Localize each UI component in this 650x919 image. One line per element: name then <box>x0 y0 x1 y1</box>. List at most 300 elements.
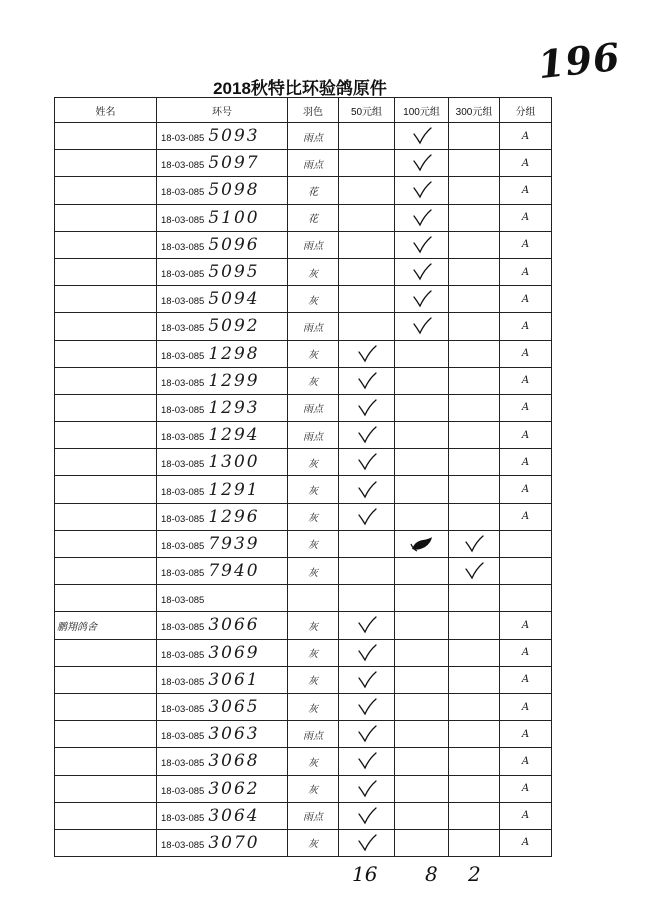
group-300-cell <box>449 503 500 530</box>
division-cell: A <box>500 258 552 285</box>
group-50-cell <box>339 775 395 802</box>
header-division: 分组 <box>500 98 552 123</box>
group-100-cell <box>395 394 449 421</box>
table-row <box>55 313 552 340</box>
feather-color: 灰 <box>288 639 339 666</box>
feather-color: 雨点 <box>288 123 339 150</box>
ring-number <box>157 666 288 693</box>
group-300-cell <box>449 231 500 258</box>
ring-number <box>157 150 288 177</box>
division-cell: A <box>500 612 552 639</box>
division-cell: A <box>500 476 552 503</box>
group-300-cell <box>449 204 500 231</box>
ring-prefix: 18-03-085 <box>161 704 205 716</box>
feather-color: 雨点 <box>288 231 339 258</box>
ring-prefix: 18-03-085 <box>161 459 205 471</box>
division-cell: A <box>500 231 552 258</box>
group-300-cell <box>449 150 500 177</box>
owner-name <box>55 639 157 666</box>
group-300-cell <box>449 340 500 367</box>
ring-number <box>157 449 288 476</box>
group-50-cell <box>339 476 395 503</box>
group-300-cell <box>449 666 500 693</box>
table-row <box>55 449 552 476</box>
group-300-cell <box>449 476 500 503</box>
feather-color: 灰 <box>288 286 339 313</box>
group-50-cell <box>339 177 395 204</box>
feather-color: 雨点 <box>288 422 339 449</box>
ring-suffix: 1299 <box>208 370 260 391</box>
group-300-cell <box>449 612 500 639</box>
owner-name <box>55 258 157 285</box>
check-mark-icon <box>356 425 378 445</box>
table-row <box>55 721 552 748</box>
division-cell <box>500 530 552 557</box>
ring-suffix: 5097 <box>208 153 260 174</box>
group-300-cell <box>449 802 500 829</box>
group-300-cell <box>449 721 500 748</box>
group-300-cell <box>449 177 500 204</box>
owner-name <box>55 150 157 177</box>
feather-color: 雨点 <box>288 802 339 829</box>
division-cell: A <box>500 286 552 313</box>
group-100-cell <box>395 721 449 748</box>
check-mark-icon <box>356 371 378 391</box>
group-100-cell <box>395 802 449 829</box>
check-mark-icon <box>463 534 485 554</box>
page-title: 2018秋特比环验鸽原件 <box>213 79 387 98</box>
ring-number <box>157 367 288 394</box>
feather-color: 灰 <box>288 530 339 557</box>
group-100-cell <box>395 530 449 557</box>
division-cell: A <box>500 639 552 666</box>
table-row <box>55 775 552 802</box>
ring-prefix: 18-03-085 <box>161 241 205 253</box>
table-row <box>55 693 552 720</box>
group-100-cell <box>395 503 449 530</box>
ring-suffix: 5093 <box>208 126 260 147</box>
ring-suffix: 5096 <box>208 234 260 255</box>
owner-name <box>55 476 157 503</box>
division-cell: A <box>500 748 552 775</box>
group-100-cell <box>395 585 449 612</box>
ring-suffix: 3068 <box>208 751 260 772</box>
ring-prefix: 18-03-085 <box>161 377 205 389</box>
feather-color: 雨点 <box>288 313 339 340</box>
ring-number <box>157 802 288 829</box>
table-row <box>55 394 552 421</box>
group-50-cell <box>339 721 395 748</box>
ring-number <box>157 721 288 748</box>
check-mark-icon <box>411 262 433 282</box>
group-300-cell <box>449 422 500 449</box>
table-row <box>55 340 552 367</box>
page-number: 196 <box>535 33 623 88</box>
ring-suffix: 5092 <box>208 316 260 337</box>
check-mark-icon <box>356 806 378 826</box>
ring-prefix: 18-03-085 <box>161 595 205 607</box>
ring-suffix: 1298 <box>208 343 260 364</box>
group-100-cell <box>395 123 449 150</box>
ring-number <box>157 422 288 449</box>
ring-prefix: 18-03-085 <box>161 350 205 362</box>
group-50-cell <box>339 422 395 449</box>
ring-number <box>157 123 288 150</box>
group-100-cell <box>395 204 449 231</box>
ring-prefix: 18-03-085 <box>161 187 205 199</box>
total-group-50: 16 <box>352 862 378 886</box>
table-row <box>55 558 552 585</box>
group-100-cell <box>395 313 449 340</box>
table-row <box>55 204 552 231</box>
owner-name <box>55 286 157 313</box>
group-100-cell <box>395 340 449 367</box>
check-mark-icon <box>411 208 433 228</box>
table-row <box>55 748 552 775</box>
group-100-cell <box>395 558 449 585</box>
owner-name <box>55 666 157 693</box>
owner-name <box>55 177 157 204</box>
group-300-cell <box>449 367 500 394</box>
check-mark-icon <box>356 480 378 500</box>
ring-prefix: 18-03-085 <box>161 622 205 634</box>
feather-color: 灰 <box>288 558 339 585</box>
check-mark-icon <box>411 316 433 336</box>
table-row <box>55 503 552 530</box>
feather-color: 灰 <box>288 748 339 775</box>
ring-suffix: 3065 <box>208 697 260 718</box>
ring-suffix: 3063 <box>208 724 260 745</box>
group-50-cell <box>339 258 395 285</box>
table-row <box>55 530 552 557</box>
check-mark-icon <box>356 615 378 635</box>
ring-prefix: 18-03-085 <box>161 214 205 226</box>
owner-name <box>55 449 157 476</box>
group-50-cell <box>339 449 395 476</box>
feather-color: 花 <box>288 204 339 231</box>
group-300-cell <box>449 829 500 856</box>
ring-suffix: 3069 <box>208 642 260 663</box>
ring-number <box>157 394 288 421</box>
table-row <box>55 258 552 285</box>
group-300-cell <box>449 530 500 557</box>
ring-prefix: 18-03-085 <box>161 785 205 797</box>
group-100-cell <box>395 286 449 313</box>
division-cell <box>500 558 552 585</box>
owner-name <box>55 721 157 748</box>
group-50-cell <box>339 231 395 258</box>
division-cell: A <box>500 829 552 856</box>
ring-number <box>157 693 288 720</box>
group-50-cell <box>339 558 395 585</box>
group-50-cell <box>339 530 395 557</box>
feather-color: 雨点 <box>288 394 339 421</box>
group-50-cell <box>339 394 395 421</box>
division-cell: A <box>500 775 552 802</box>
group-50-cell <box>339 123 395 150</box>
group-100-cell <box>395 666 449 693</box>
owner-name <box>55 503 157 530</box>
division-cell: A <box>500 721 552 748</box>
group-50-cell <box>339 286 395 313</box>
ring-suffix: 5098 <box>208 180 260 201</box>
table-row <box>55 802 552 829</box>
ring-suffix: 5094 <box>208 289 260 310</box>
owner-name <box>55 204 157 231</box>
table-row <box>55 231 552 258</box>
feather-color <box>288 585 339 612</box>
division-cell: A <box>500 693 552 720</box>
ring-number <box>157 340 288 367</box>
table-row <box>55 476 552 503</box>
table-row <box>55 177 552 204</box>
owner-name <box>55 775 157 802</box>
check-mark-icon <box>356 751 378 771</box>
ring-number <box>157 231 288 258</box>
group-50-cell <box>339 748 395 775</box>
owner-name: 鹏翔鸽舍 <box>55 612 157 639</box>
feather-color: 灰 <box>288 449 339 476</box>
group-50-cell <box>339 612 395 639</box>
ring-prefix: 18-03-085 <box>161 758 205 770</box>
owner-name <box>55 748 157 775</box>
check-mark-icon <box>356 697 378 717</box>
group-100-cell <box>395 775 449 802</box>
ring-prefix: 18-03-085 <box>161 540 205 552</box>
check-mark-icon <box>356 507 378 527</box>
division-cell: A <box>500 367 552 394</box>
group-50-cell <box>339 340 395 367</box>
check-mark-icon <box>356 452 378 472</box>
division-cell: A <box>500 313 552 340</box>
registration-table <box>54 97 552 857</box>
ring-suffix: 1296 <box>208 506 260 527</box>
check-mark-icon <box>356 670 378 690</box>
check-mark-icon <box>411 235 433 255</box>
ring-suffix: 3062 <box>208 778 260 799</box>
header-ring: 环号 <box>157 98 288 123</box>
group-50-cell <box>339 367 395 394</box>
ring-number <box>157 775 288 802</box>
header-name: 姓名 <box>55 98 157 123</box>
division-cell: A <box>500 340 552 367</box>
feather-color: 灰 <box>288 775 339 802</box>
owner-name <box>55 530 157 557</box>
ring-number <box>157 558 288 585</box>
group-300-cell <box>449 313 500 340</box>
owner-name <box>55 394 157 421</box>
ring-number <box>157 612 288 639</box>
ink-blot-mark <box>409 535 435 553</box>
ring-number <box>157 748 288 775</box>
group-100-cell <box>395 231 449 258</box>
division-cell: A <box>500 123 552 150</box>
division-cell: A <box>500 422 552 449</box>
ring-prefix: 18-03-085 <box>161 839 205 851</box>
ring-number <box>157 503 288 530</box>
ring-number <box>157 476 288 503</box>
group-300-cell <box>449 775 500 802</box>
division-cell: A <box>500 150 552 177</box>
ring-suffix: 7939 <box>208 533 260 554</box>
check-mark-icon <box>356 398 378 418</box>
owner-name <box>55 558 157 585</box>
ring-prefix: 18-03-085 <box>161 568 205 580</box>
ring-number <box>157 585 288 612</box>
group-50-cell <box>339 666 395 693</box>
ring-suffix: 3066 <box>208 615 260 636</box>
ring-prefix: 18-03-085 <box>161 133 205 145</box>
division-cell: A <box>500 802 552 829</box>
check-mark-icon <box>411 153 433 173</box>
group-100-cell <box>395 367 449 394</box>
feather-color: 灰 <box>288 666 339 693</box>
table-row <box>55 367 552 394</box>
division-cell: A <box>500 204 552 231</box>
ring-suffix: 3070 <box>208 832 260 853</box>
ring-number <box>157 286 288 313</box>
ring-suffix: 5095 <box>208 262 260 283</box>
ring-prefix: 18-03-085 <box>161 513 205 525</box>
header-color: 羽色 <box>288 98 339 123</box>
table-header-row <box>55 98 552 123</box>
ring-suffix: 1293 <box>208 397 260 418</box>
owner-name <box>55 802 157 829</box>
ring-number <box>157 204 288 231</box>
group-50-cell <box>339 150 395 177</box>
group-100-cell <box>395 612 449 639</box>
ring-number <box>157 829 288 856</box>
ring-number <box>157 177 288 204</box>
owner-name <box>55 123 157 150</box>
group-300-cell <box>449 639 500 666</box>
division-cell: A <box>500 394 552 421</box>
check-mark-icon <box>356 724 378 744</box>
group-300-cell <box>449 585 500 612</box>
ring-suffix: 7940 <box>208 561 260 582</box>
group-100-cell <box>395 748 449 775</box>
ring-suffix: 1300 <box>208 452 260 473</box>
ring-suffix: 1291 <box>208 479 260 500</box>
header-group-300: 300元组 <box>449 98 500 123</box>
owner-name <box>55 829 157 856</box>
feather-color: 灰 <box>288 476 339 503</box>
owner-name <box>55 693 157 720</box>
group-100-cell <box>395 639 449 666</box>
check-mark-icon <box>411 180 433 200</box>
feather-color: 灰 <box>288 503 339 530</box>
feather-color: 灰 <box>288 367 339 394</box>
ring-suffix: 5100 <box>208 207 260 228</box>
group-300-cell <box>449 258 500 285</box>
division-cell: A <box>500 177 552 204</box>
ring-prefix: 18-03-085 <box>161 649 205 661</box>
feather-color: 灰 <box>288 340 339 367</box>
feather-color: 花 <box>288 177 339 204</box>
check-mark-icon <box>411 126 433 146</box>
check-mark-icon <box>356 643 378 663</box>
group-300-cell <box>449 558 500 585</box>
table-row <box>55 829 552 856</box>
group-50-cell <box>339 639 395 666</box>
table-row <box>55 585 552 612</box>
table-row <box>55 666 552 693</box>
group-100-cell <box>395 449 449 476</box>
check-mark-icon <box>356 779 378 799</box>
ring-prefix: 18-03-085 <box>161 404 205 416</box>
group-300-cell <box>449 693 500 720</box>
group-50-cell <box>339 693 395 720</box>
table-row <box>55 612 552 639</box>
ring-prefix: 18-03-085 <box>161 731 205 743</box>
table-row <box>55 639 552 666</box>
feather-color: 灰 <box>288 612 339 639</box>
table-row <box>55 123 552 150</box>
group-300-cell <box>449 286 500 313</box>
group-300-cell <box>449 748 500 775</box>
feather-color: 灰 <box>288 693 339 720</box>
ring-prefix: 18-03-085 <box>161 323 205 335</box>
ring-number <box>157 530 288 557</box>
owner-name <box>55 367 157 394</box>
group-300-cell <box>449 123 500 150</box>
feather-color: 灰 <box>288 258 339 285</box>
owner-name <box>55 231 157 258</box>
ring-prefix: 18-03-085 <box>161 486 205 498</box>
check-mark-icon <box>356 833 378 853</box>
check-mark-icon <box>411 289 433 309</box>
ring-prefix: 18-03-085 <box>161 432 205 444</box>
division-cell <box>500 585 552 612</box>
table-row <box>55 422 552 449</box>
owner-name <box>55 340 157 367</box>
total-group-100: 8 <box>425 862 438 886</box>
feather-color: 灰 <box>288 829 339 856</box>
group-100-cell <box>395 693 449 720</box>
table-row <box>55 150 552 177</box>
ring-suffix: 3061 <box>208 669 260 690</box>
division-cell: A <box>500 666 552 693</box>
ring-suffix: 1294 <box>208 425 260 446</box>
check-mark-icon <box>356 344 378 364</box>
division-cell: A <box>500 503 552 530</box>
owner-name <box>55 422 157 449</box>
group-50-cell <box>339 204 395 231</box>
group-100-cell <box>395 476 449 503</box>
group-300-cell <box>449 449 500 476</box>
group-50-cell <box>339 503 395 530</box>
group-50-cell <box>339 829 395 856</box>
group-100-cell <box>395 258 449 285</box>
group-300-cell <box>449 394 500 421</box>
feather-color: 雨点 <box>288 150 339 177</box>
check-mark-icon <box>463 561 485 581</box>
owner-name <box>55 313 157 340</box>
table-row <box>55 286 552 313</box>
ring-prefix: 18-03-085 <box>161 296 205 308</box>
header-group-50: 50元组 <box>339 98 395 123</box>
total-group-300: 2 <box>468 862 481 886</box>
ring-number <box>157 313 288 340</box>
ring-prefix: 18-03-085 <box>161 269 205 281</box>
ring-number <box>157 639 288 666</box>
feather-color: 雨点 <box>288 721 339 748</box>
ring-prefix: 18-03-085 <box>161 160 205 172</box>
ring-number <box>157 258 288 285</box>
group-100-cell <box>395 177 449 204</box>
owner-name <box>55 585 157 612</box>
ring-prefix: 18-03-085 <box>161 676 205 688</box>
